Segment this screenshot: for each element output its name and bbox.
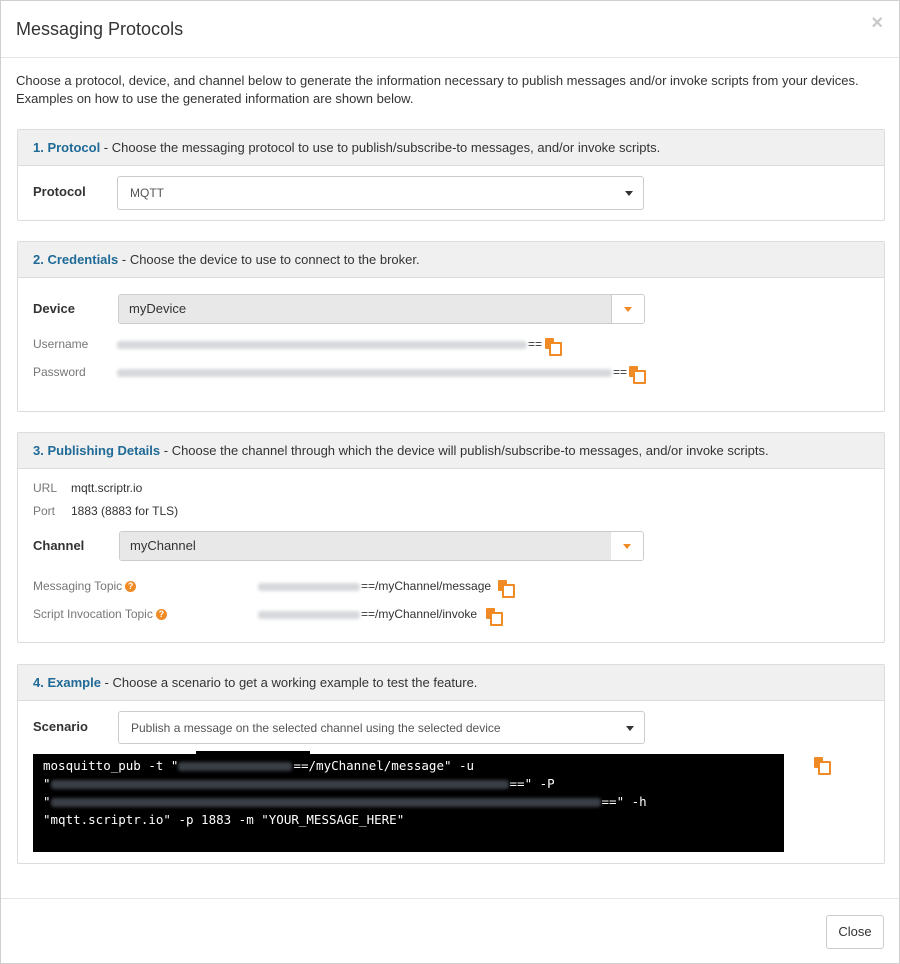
protocol-step-title: 1. Protocol [33,140,101,155]
code-line-4: "mqtt.scriptr.io" -p 1883 -m "YOUR_MESSAGE_HERE" [43,812,405,827]
modal-title: Messaging Protocols [16,19,184,39]
code-redacted [51,798,601,807]
device-combo[interactable] [118,294,645,324]
code-line-2 [43,776,555,791]
code-mask [196,751,310,757]
script-topic-label [33,607,167,621]
script-topic-suffix: ==/myChannel/invoke [361,607,478,621]
protocol-selected-value: MQTT [130,186,164,200]
code-text: ==" -P [509,776,555,791]
password-suffix: == [613,365,628,379]
help-icon[interactable]: ? [125,581,136,592]
scenario-select[interactable] [118,711,645,744]
username-value [117,337,542,351]
messaging-topic-redacted [258,583,360,591]
code-text: " [43,776,51,791]
close-button[interactable]: Close [826,915,884,949]
code-text: mosquitto_pub -t " [43,758,179,773]
script-topic-value [258,607,477,621]
channel-dropdown-button[interactable] [611,532,643,560]
messaging-topic-suffix: ==/myChannel/message [361,579,492,593]
code-redacted [178,762,292,771]
credentials-step-title: 2. Credentials [33,252,119,267]
modal-header [1,1,899,58]
code-redacted [51,780,509,789]
password-label: Password [33,365,86,379]
credentials-heading [18,242,884,278]
help-icon[interactable]: ? [156,609,167,620]
script-topic-label-text: Script Invocation Topic [33,607,153,621]
copy-icon[interactable] [545,338,558,352]
footer-divider [1,898,899,899]
example-step-desc: - Choose a scenario to get a working example to test the feature. [100,675,478,690]
scenario-selected-value: Publish a message on the selected channel using the selected device [131,721,501,735]
code-example[interactable] [33,754,784,852]
url-value: mqtt.scriptr.io [71,481,143,495]
url-label: URL [33,481,58,495]
channel-value: myChannel [120,532,613,560]
copy-icon[interactable] [814,757,827,771]
port-value: 1883 (8883 for TLS) [71,504,179,518]
channel-combo[interactable] [119,531,644,561]
caret-down-icon [626,726,634,731]
code-text: ==" -h [601,794,647,809]
device-dropdown-button[interactable] [612,295,644,323]
password-redacted [117,369,612,377]
username-redacted [117,341,527,349]
username-suffix: == [528,337,543,351]
code-text: " [43,794,51,809]
channel-label: Channel [33,538,85,553]
credentials-step-desc: - Choose the device to use to connect to the broker. [118,252,420,267]
scenario-label: Scenario [33,719,88,734]
script-topic-redacted [258,611,360,619]
protocol-step-desc: - Choose the messaging protocol to use to publish/subscribe-to messages, and/or invoke scripts. [100,140,661,155]
protocol-heading [18,130,884,166]
device-value: myDevice [119,295,612,323]
intro-text: Choose a protocol, device, and channel below to generate the information necessary to publish messages and/or invoke scripts from your devices. Examples on how to use the generated information are shown below. [16,73,859,106]
credentials-panel [17,241,885,412]
publishing-heading [18,433,884,469]
username-label: Username [33,337,89,351]
caret-down-icon [624,307,632,312]
code-line-1 [43,758,474,773]
protocol-select[interactable] [117,176,644,210]
password-value [117,365,627,379]
publishing-step-title: 3. Publishing Details [33,443,161,458]
code-text: ==/myChannel/message" -u [293,758,475,773]
protocol-label: Protocol [33,184,86,199]
caret-down-icon [625,191,633,196]
copy-icon[interactable] [486,608,499,622]
example-step-title: 4. Example [33,675,101,690]
caret-down-icon [623,544,631,549]
publishing-panel [17,432,885,643]
copy-icon[interactable] [629,366,642,380]
device-label: Device [33,301,75,316]
protocol-panel [17,129,885,221]
close-icon[interactable]: × [871,12,883,34]
port-label: Port [33,504,56,518]
publishing-step-desc: - Choose the channel through which the device will publish/subscribe-to messages, and/or invoke scripts. [160,443,769,458]
example-panel [17,664,885,864]
messaging-topic-label [33,579,136,593]
messaging-topic-value [258,579,491,593]
code-line-3 [43,794,647,809]
copy-icon[interactable] [498,580,511,594]
messaging-topic-label-text: Messaging Topic [33,579,123,593]
example-heading [18,665,884,701]
